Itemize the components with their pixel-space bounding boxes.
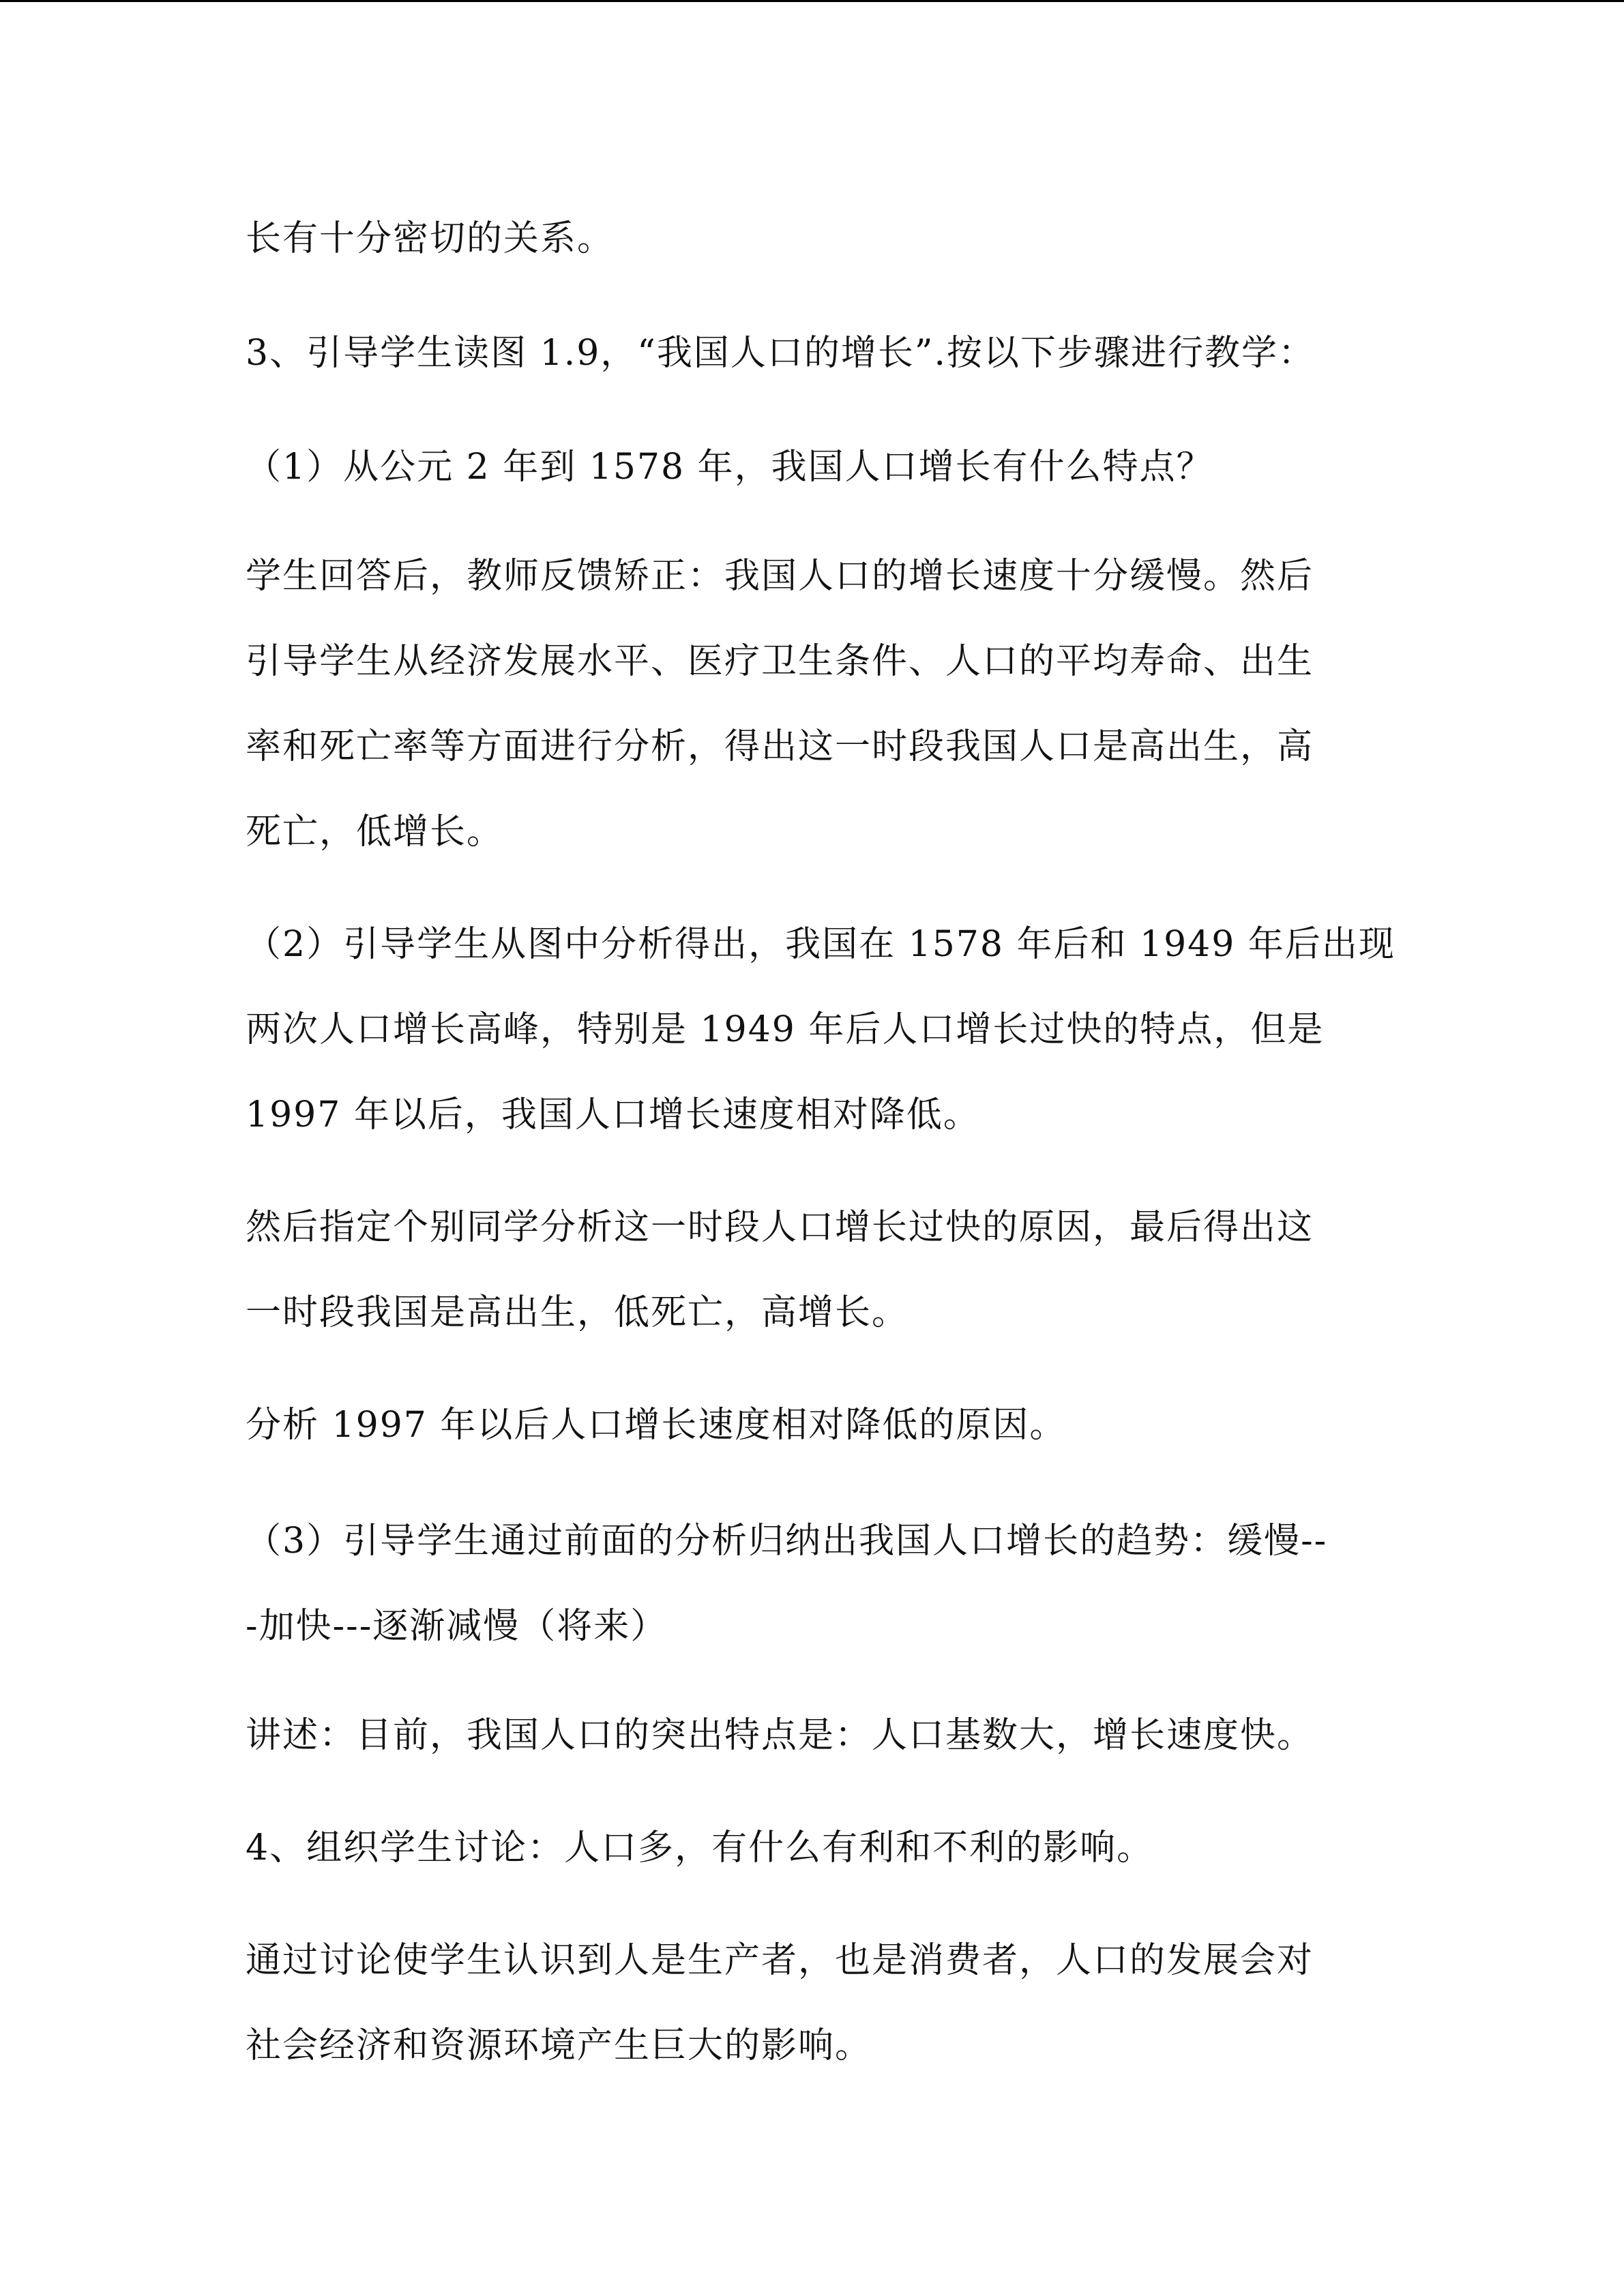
text-line: 两次人口增长高峰，特别是 1949 年后人口增长过快的特点，但是: [246, 1009, 1325, 1050]
text-line: 分析 1997 年以后人口增长速度相对降低的原因。: [246, 1405, 1067, 1446]
text-line: 死亡，低增长。: [246, 811, 504, 852]
text-line: 社会经济和资源环境产生巨大的影响。: [246, 2025, 872, 2066]
text-line: 然后指定个别同学分析这一时段人口增长过快的原因，最后得出这: [246, 1207, 1314, 1248]
text-line: （1）从公元 2 年到 1578 年，我国人口增长有什么特点？: [246, 447, 1213, 488]
text-line: 1997 年以后，我国人口增长速度相对降低。: [246, 1094, 980, 1135]
text-line: 一时段我国是高出生，低死亡，高增长。: [246, 1292, 909, 1333]
text-line: -加快---逐渐减慢（将来）: [246, 1606, 668, 1647]
text-line: （3）引导学生通过前面的分析归纳出我国人口增长的趋势：缓慢--: [246, 1521, 1328, 1562]
text-line: 3、引导学生读图 1.9，“我国人口的增长”.按以下步骤进行教学：: [246, 333, 1316, 374]
text-line: 率和死亡率等方面进行分析，得出这一时段我国人口是高出生，高: [246, 726, 1314, 767]
text-line: 讲述：目前，我国人口的突出特点是：人口基数大，增长速度快。: [246, 1715, 1314, 1756]
text-line: 长有十分密切的关系。: [246, 218, 615, 259]
text-line: 引导学生从经济发展水平、医疗卫生条件、人口的平均寿命、出生: [246, 641, 1314, 682]
text-line: 通过讨论使学生认识到人是生产者，也是消费者，人口的发展会对: [246, 1940, 1314, 1981]
text-line: 4、组织学生讨论：人口多，有什么有利和不利的影响。: [246, 1828, 1154, 1868]
text-line: （2）引导学生从图中分析得出，我国在 1578 年后和 1949 年后出现: [246, 924, 1396, 965]
page-top-border: [0, 0, 1624, 2]
text-line: 学生回答后，教师反馈矫正：我国人口的增长速度十分缓慢。然后: [246, 556, 1314, 597]
